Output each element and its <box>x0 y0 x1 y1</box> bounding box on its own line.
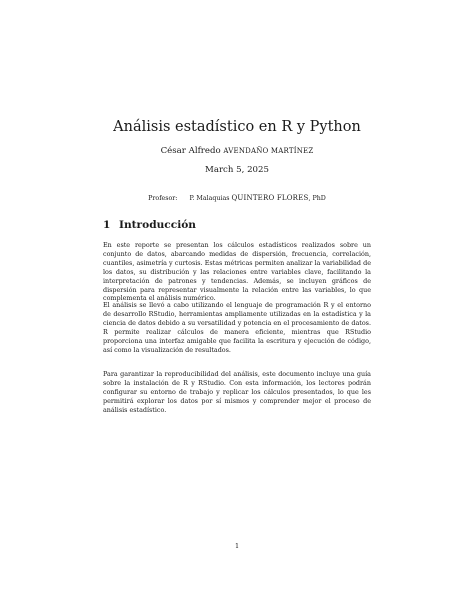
section-number: 1 <box>103 219 111 231</box>
document-date: March 5, 2025 <box>205 165 269 175</box>
page-number: 1 <box>234 542 240 550</box>
professor-surname: QUINTERO FLORES <box>231 194 309 202</box>
professor-given-name: P. Malaquias <box>189 195 230 202</box>
paragraph-2: El análisis se llevó a cabo utilizando el lenguaje de programación R y el entorno de desarrollo RStudio, herramientas ampliamente utilizadas en la estadística y la ciencia de datos debido a su versatilidad y potencia en el procesamiento de datos. R permite realizar cálculos de manera eficiente, mientras que RStudio proporciona una interfaz amigable que facilita la escritura y ejecución de código, así como la visualización de resultados. <box>103 301 371 354</box>
section-title: Introducción <box>119 219 197 231</box>
paragraph-1: En este reporte se presentan los cálculos estadísticos realizados sobre un conjunto de datos, abarcando medidas de dispersión, frecuencia, correlación, cuantiles, asimetría y curtosis. Estas métricas permiten analizar la variabilidad de los datos, su distribución y las relaciones entre variables clave, facilitando la interpretación de patrones y tendencias. Además, se incluyen gráficos de dispersión para representar visualmente la relación entre las variables, lo que complementa el análisis numérico. <box>103 241 371 303</box>
section-heading <box>103 218 196 232</box>
document-author <box>0 145 474 157</box>
professor-suffix: , PhD <box>308 195 326 202</box>
author-surname: AVENDAÑO MARTÍNEZ <box>223 147 314 155</box>
professor-label: Profesor: <box>148 195 178 202</box>
document-title: Análisis estadístico en R y Python <box>113 119 361 135</box>
paragraph-3: Para garantizar la reproducibilidad del análisis, este documento incluye una guía sobre la instalación de R y RStudio. Con esta información, los lectores podrán configurar su entorno de trabajo y replicar los cálculos presentados, lo que les permitirá explorar los datos por sí mismos y comprender mejor el proceso de análisis estadístico. <box>103 370 371 414</box>
author-given-name: César Alfredo <box>160 146 221 156</box>
professor-line <box>0 193 474 204</box>
